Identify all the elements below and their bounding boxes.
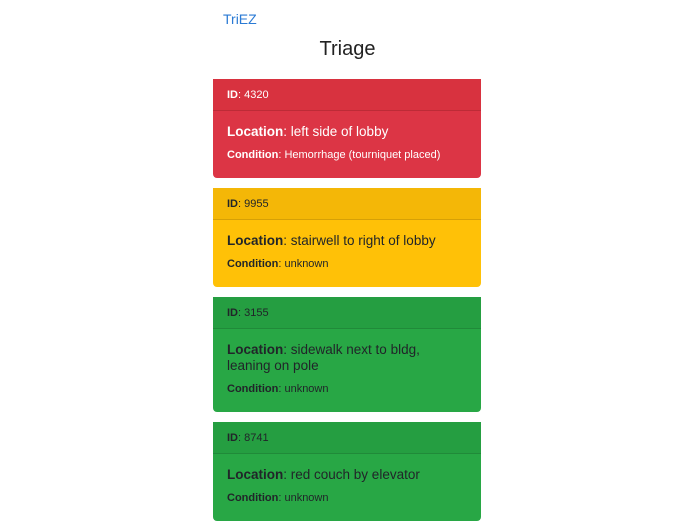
separator: : [283,342,291,357]
id-label: ID [227,89,238,101]
location-label: Location [227,233,284,248]
patient-id: 3155 [244,307,269,319]
separator: : [283,467,291,482]
page-title: Triage [319,38,376,60]
patient-card[interactable] [213,188,481,287]
id-label: ID [227,432,238,444]
location-value: sidewalk next to bldg, leaning on pole [227,342,420,373]
condition-line [227,258,467,271]
card-body [213,329,481,412]
location-line [227,233,467,249]
location-label: Location [227,342,284,357]
card-body [213,111,481,178]
condition-value: Hemorrhage (tourniquet placed) [284,149,441,161]
location-label: Location [227,467,284,482]
id-label: ID [227,198,238,210]
patient-card[interactable] [213,422,481,521]
separator: : [238,432,245,444]
card-body [213,454,481,521]
patient-id: 9955 [244,198,269,210]
separator: : [238,198,245,210]
condition-line [227,492,467,505]
location-line [227,342,467,374]
condition-line [227,383,467,396]
separator: : [238,307,245,319]
id-label: ID [227,307,238,319]
location-value: stairwell to right of lobby [290,233,436,248]
condition-label: Condition [227,383,279,395]
card-header [213,188,481,220]
card-header [213,422,481,454]
condition-value: unknown [284,383,329,395]
brand-link[interactable]: TriEZ [223,11,257,27]
card-header [213,79,481,111]
condition-value: unknown [284,492,329,504]
patient-id: 8741 [244,432,269,444]
location-line [227,124,467,140]
patient-list [213,79,481,531]
card-header [213,297,481,329]
separator: : [278,149,285,161]
location-label: Location [227,124,284,139]
condition-label: Condition [227,149,279,161]
location-line [227,467,467,483]
separator: : [278,258,285,270]
condition-label: Condition [227,258,279,270]
location-value: red couch by elevator [290,467,420,482]
condition-label: Condition [227,492,279,504]
separator: : [283,233,291,248]
patient-id: 4320 [244,89,269,101]
condition-line [227,149,467,162]
separator: : [278,383,285,395]
patient-card[interactable] [213,297,481,412]
separator: : [278,492,285,504]
condition-value: unknown [284,258,329,270]
card-body [213,220,481,287]
separator: : [283,124,291,139]
location-value: left side of lobby [290,124,389,139]
patient-card[interactable] [213,79,481,178]
separator: : [238,89,245,101]
